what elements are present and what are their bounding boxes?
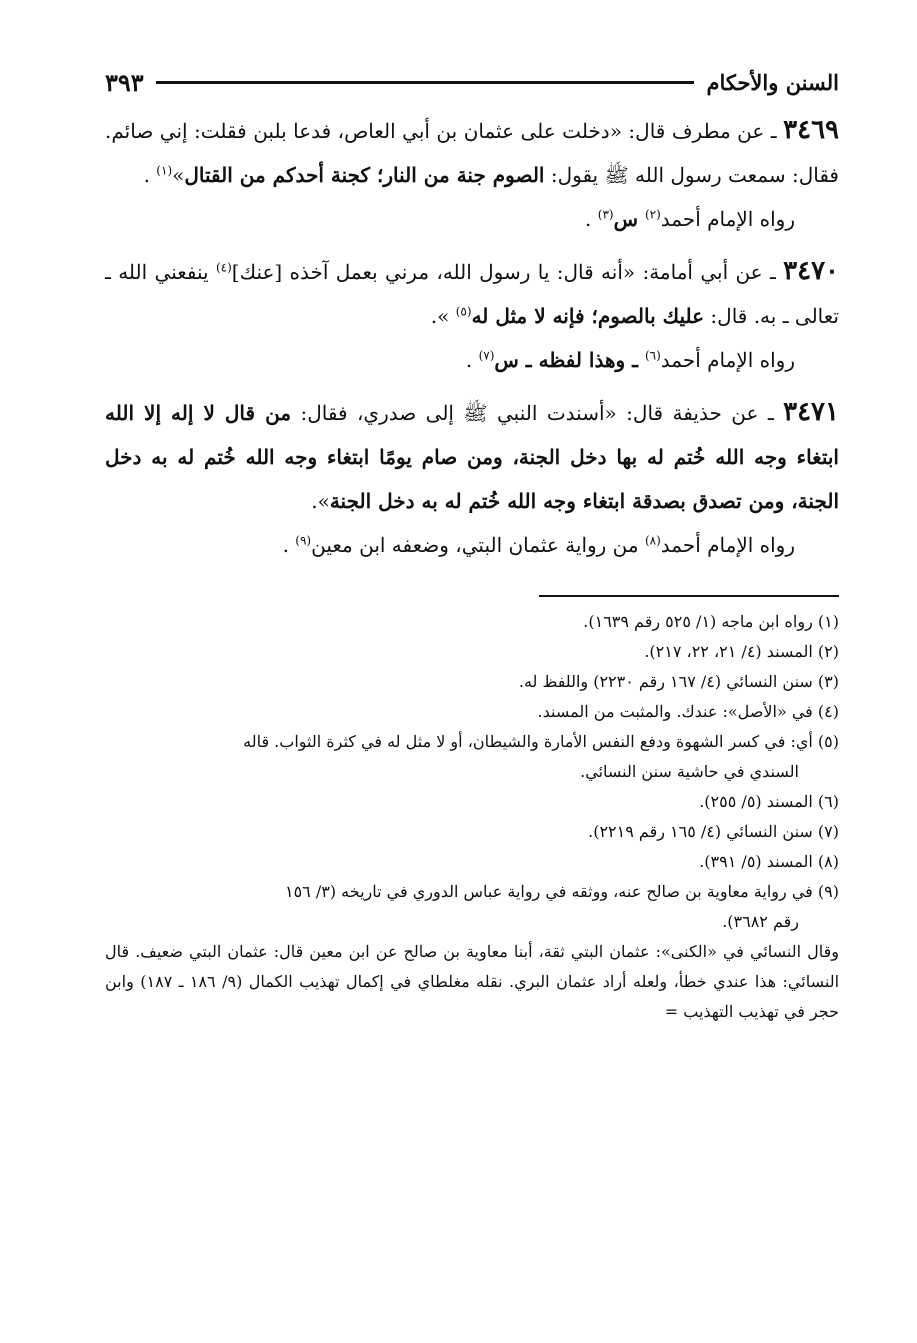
- hadith-number: ٣٤٧١: [783, 397, 839, 427]
- footnote-ref: (٦): [644, 348, 661, 363]
- footnote-ref: (٤): [215, 260, 232, 275]
- footnote-1: [105, 607, 839, 637]
- footnote-text: في «الأصل»: عندك. والمثبت من المسند.: [537, 702, 813, 721]
- narration-mid: من رواية عثمان البتي، وضعفه ابن معين: [311, 533, 645, 557]
- footnote-7: [105, 817, 839, 847]
- narration-tail: .: [585, 207, 598, 231]
- footnote-ref: (٥): [455, 304, 472, 319]
- footnote-number: (٤): [817, 702, 839, 721]
- narration-text: رواه الإمام أحمد: [660, 348, 795, 372]
- narration-3471: [105, 523, 839, 567]
- footnote-5: [105, 727, 839, 787]
- narration-tail: .: [465, 348, 479, 372]
- footnote-8: [105, 847, 839, 877]
- footnote-text: رواه ابن ماجه (١/ ٥٢٥ رقم ١٦٣٩).: [583, 612, 813, 631]
- hadith-text: ـ عن حذيفة قال: «أسندت النبي ﷺ إلى صدري، فقال:: [291, 401, 784, 425]
- footnote-ref: (٧): [478, 348, 495, 363]
- footnote-number: (٢): [817, 642, 839, 661]
- narration-3470: [105, 338, 839, 382]
- quote-close: »: [172, 163, 185, 187]
- footnote-text: أي: في كسر الشهوة ودفع النفس الأمارة والشيطان، أو لا مثل له في كثرة الثواب. قاله: [243, 732, 813, 751]
- footnote-6: [105, 787, 839, 817]
- footnote-number: (٦): [817, 792, 839, 811]
- footnote-text: سنن النسائي (٤/ ١٦٧ رقم ٢٢٣٠) واللفظ له.: [518, 672, 813, 691]
- narration-text: رواه الإمام أحمد: [660, 207, 795, 231]
- footnote-ref: (٩): [295, 533, 312, 548]
- chapter-title: السنن والأحكام: [706, 69, 839, 95]
- footnote-continuation: رقم ٣٦٨٢).: [722, 912, 799, 931]
- hadith-text-cont: ينفعني الله ـ تعالى ـ به. قال:: [105, 260, 839, 328]
- narration-text: رواه الإمام أحمد: [660, 533, 795, 557]
- footnote-text: في رواية معاوية بن صالح عنه، ووثقه في رواية عباس الدوري في تاريخه (٣/ ١٥٦: [284, 882, 813, 901]
- hadith-bold-text: من قال لا إله إلا الله ابتغاء وجه الله خُتم له بها دخل الجنة، ومن صام يومًا ابتغاء وجه الله خُتم له به دخل الجنة، ومن تصدق بصدقة ابتغاء وجه الله خُتم له به دخل الجنة: [105, 401, 839, 513]
- hadith-number: ٣٤٦٩: [783, 115, 839, 145]
- footnote-number: (٩): [817, 882, 839, 901]
- hadith-number: ٣٤٧٠: [783, 256, 840, 286]
- hadith-3471: [105, 390, 839, 523]
- footnote-ref: (١): [156, 163, 173, 178]
- narration-mid: ـ وهذا لفظه ـ س: [494, 348, 645, 372]
- footnote-continuation: السندي في حاشية سنن النسائي.: [580, 762, 799, 781]
- hadith-tail: ».: [430, 304, 456, 328]
- hadith-3470: [105, 249, 839, 338]
- footnote-ref: (٣): [597, 207, 614, 222]
- footnote-text: المسند (٤/ ٢١، ٢٢، ٢١٧).: [644, 642, 813, 661]
- footnote-number: (٨): [817, 852, 839, 871]
- footnote-number: (٥): [817, 732, 839, 751]
- footnote-text: المسند (٥/ ٣٩١).: [699, 852, 813, 871]
- footnote-3: [105, 667, 839, 697]
- hadith-bold-text: الصوم جنة من النار؛ كجنة أحدكم من القتال: [184, 163, 545, 187]
- hadith-text: ـ عن مطرف قال: «دخلت على عثمان بن أبي العاص، فدعا بلبن فقلت: إني صائم. فقال: سمعت رسول الله ﷺ يقول:: [105, 119, 839, 187]
- footnote-4: [105, 697, 839, 727]
- footnote-number: (٧): [817, 822, 839, 841]
- narration-tail: .: [282, 533, 296, 557]
- hadith-tail: ».: [311, 489, 330, 513]
- footnote-number: (٣): [817, 672, 839, 691]
- page-number: ٣٩٣: [105, 67, 144, 97]
- footnote-ref: (٢): [644, 207, 661, 222]
- footnote-9: [105, 877, 839, 937]
- footnote-2: [105, 637, 839, 667]
- footnote-ref: (٨): [644, 533, 661, 548]
- narration-mid: س: [613, 207, 645, 231]
- narration-3469: [105, 197, 839, 241]
- hadith-bold-text: عليك بالصوم؛ فإنه لا مثل له: [471, 304, 705, 328]
- page-header: [105, 62, 839, 102]
- footnote-extra-note: وقال النسائي في «الكنى»: عثمان البتي ثقة، أبنا معاوية بن صالح عن ابن معين قال: عثمان البتي ضعيف. قال النسائي: هذا عندي خطأ، ولعله أراد عثمان البري. نقله مغلطاي في إكمال تهذيب الكمال (٩/ ١٨٦ ـ ١٨٧) وابن حجر في تهذيب التهذيب =: [105, 942, 840, 1021]
- hadith-tail: .: [143, 163, 157, 187]
- hadith-3469: [105, 108, 839, 197]
- footnotes: [105, 607, 839, 1027]
- footnote-text: سنن النسائي (٤/ ١٦٥ رقم ٢٢١٩).: [588, 822, 813, 841]
- header-rule: [156, 81, 695, 84]
- footnote-number: (١): [817, 612, 839, 631]
- footnote-rule: [539, 595, 839, 597]
- footnote-text: المسند (٥/ ٢٥٥).: [699, 792, 813, 811]
- hadith-text: ـ عن أبي أمامة: «أنه قال: يا رسول الله، مرني بعمل آخذه [عنك]: [231, 260, 784, 284]
